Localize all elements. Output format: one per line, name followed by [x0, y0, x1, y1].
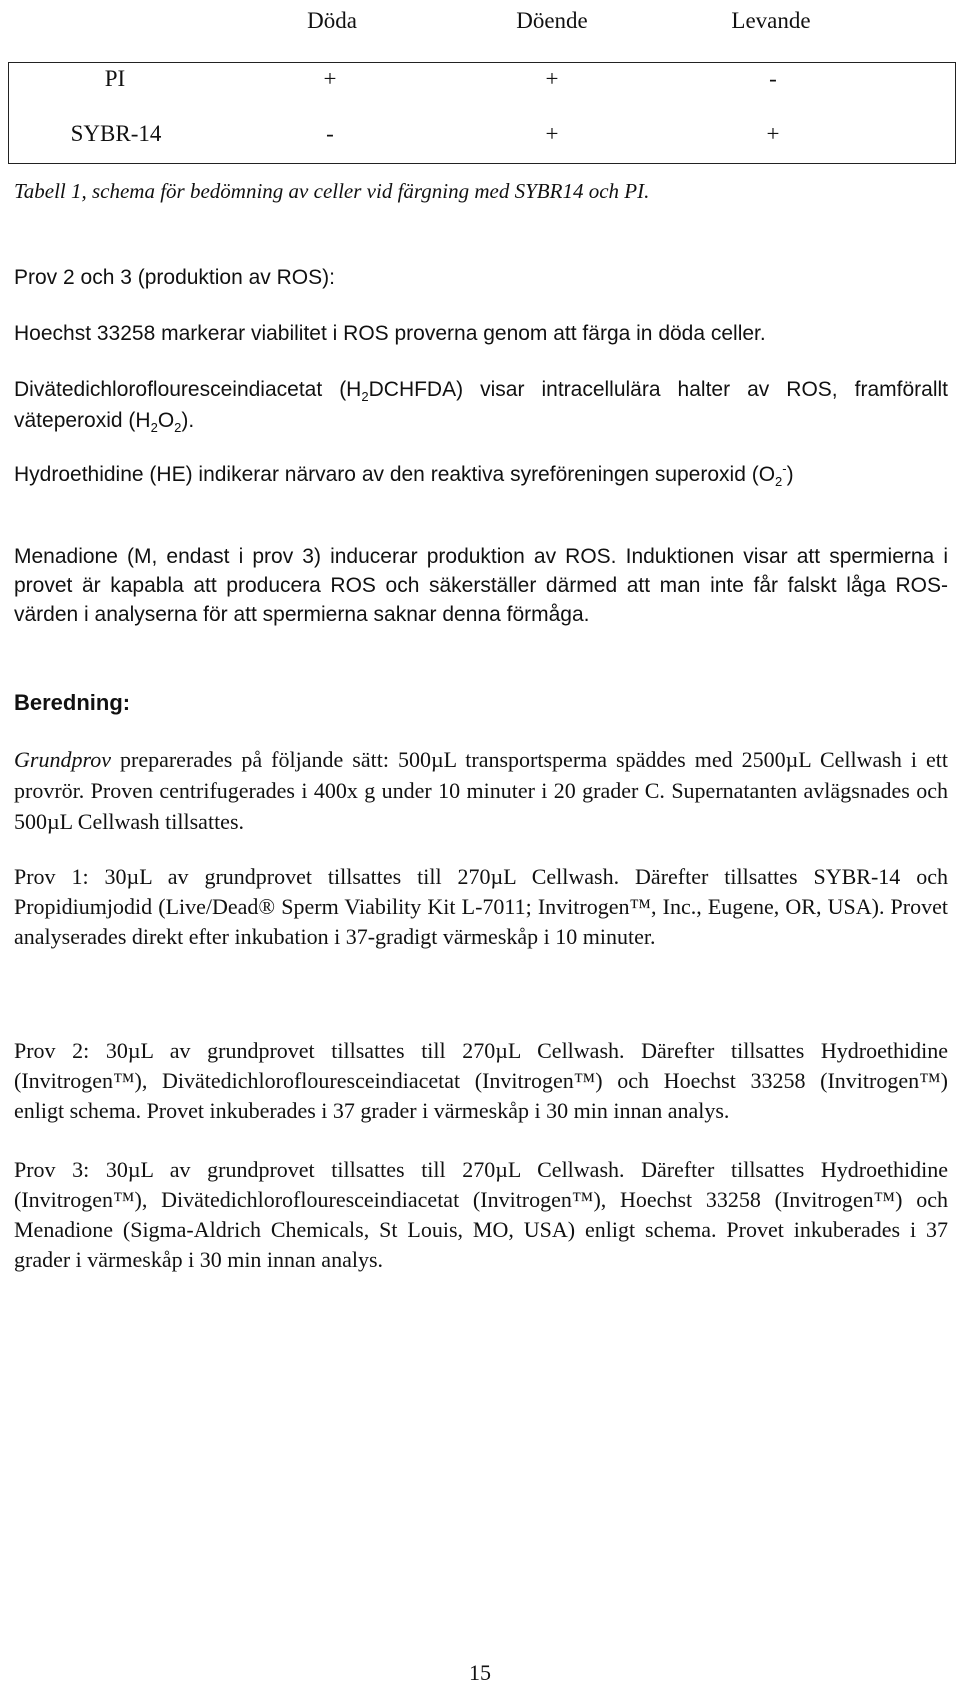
table-cell: - — [326, 121, 334, 146]
he-text: ) — [786, 463, 794, 486]
table-cell: + — [545, 66, 559, 91]
grundprov-term: Grundprov — [14, 747, 111, 772]
subscript: 2 — [775, 474, 783, 490]
prov1-paragraph: Prov 1: 30µL av grundprovet tillsattes till 270µL Cellwash. Därefter tillsattes SYBR-14 och Propidiumjodid (Live/Dead® Sperm Viability Kit L-7011; Invitrogen™, Inc., Eugene, OR, USA). Provet analyserades direkt efter inkubation i 37-gradigt värmeskåp i 10 minuter. — [14, 864, 948, 949]
table-cell: + — [545, 121, 559, 146]
prov2-paragraph: Prov 2: 30µL av grundprovet tillsattes till 270µL Cellwash. Därefter tillsattes Hydroethidine (Invitrogen™), Divätedichloroflouresceindiacetat (Invitrogen™) och Hoechst 33258 (Invitrogen™) enligt schema. Provet inkuberades i 37 grader i värmeskåp i 30 min innan analys. — [14, 1038, 948, 1123]
subscript: 2 — [150, 420, 158, 436]
subscript: 2 — [361, 389, 369, 405]
staining-table — [0, 0, 956, 190]
dchfda-text: O — [157, 409, 175, 432]
grundprov-paragraph — [14, 744, 948, 837]
table-caption: Tabell 1, schema för bedömning av celler vid färgning med SYBR14 och PI. — [14, 179, 650, 203]
table-rule-right — [955, 63, 956, 164]
table-rule-left — [8, 63, 9, 164]
hydroethidine-paragraph — [14, 459, 948, 490]
superscript: - — [782, 461, 787, 476]
table-row-label: PI — [104, 66, 126, 91]
dchfda-text: DCHFDA) visar intracellulära halter av ROS, framförallt väteperoxid (H — [14, 378, 949, 432]
table-header-alive: Levande — [731, 8, 811, 33]
prov3-paragraph: Prov 3: 30µL av grundprovet tillsattes till 270µL Cellwash. Därefter tillsattes Hydroethidine (Invitrogen™), Divätedichloroflouresceindiacetat (Invitrogen™), Hoechst 33258 (Invitrogen™) och Menadione (Sigma-Aldrich Chemicals, St Louis, MO, USA) enligt schema. Provet inkuberades i 37 grader i värmeskåp i 30 min innan analys. — [14, 1157, 948, 1272]
table-cell: + — [323, 66, 337, 91]
page-number: 15 — [469, 1660, 491, 1685]
menadione-paragraph: Menadione (M, endast i prov 3) inducerar produktion av ROS. Induktionen visar att spermierna i provet är kapabla att producera ROS och säkerställer därmed att man inte får falskt låga ROS-värden i analyserna för att spermierna saknar denna förmåga. — [14, 545, 948, 626]
table-rule-bottom — [8, 163, 956, 164]
dchfda-text: Divätedichloroflouresceindiacetat (H — [14, 378, 362, 401]
dchfda-text: ). — [181, 409, 195, 432]
hoechst-paragraph: Hoechst 33258 markerar viabilitet i ROS proverna genom att färga in döda celler. — [14, 322, 766, 345]
table-header-dying: Döende — [516, 8, 588, 33]
table-cell: + — [766, 121, 780, 146]
ros-intro: Prov 2 och 3 (produktion av ROS): — [14, 266, 335, 289]
dchfda-paragraph — [14, 374, 948, 436]
he-text: Hydroethidine (HE) indikerar närvaro av den reaktiva syreföreningen superoxid (O — [14, 463, 776, 486]
table-header-dead: Döda — [307, 8, 357, 33]
table-row-label: SYBR-14 — [70, 121, 162, 146]
section-heading: Beredning: — [14, 690, 131, 715]
grundprov-text: preparerades på följande sätt: 500µL transportsperma späddes med 2500µL Cellwash i ett provrör. Proven centrifugerades i 400x g under 10 minuter i 20 grader C. Supernatanten avlägsnades och 500µL Cellwash tillsattes. — [14, 747, 948, 834]
subscript: 2 — [174, 420, 182, 436]
table-cell: - — [769, 66, 777, 91]
table-rule-top — [8, 62, 956, 63]
